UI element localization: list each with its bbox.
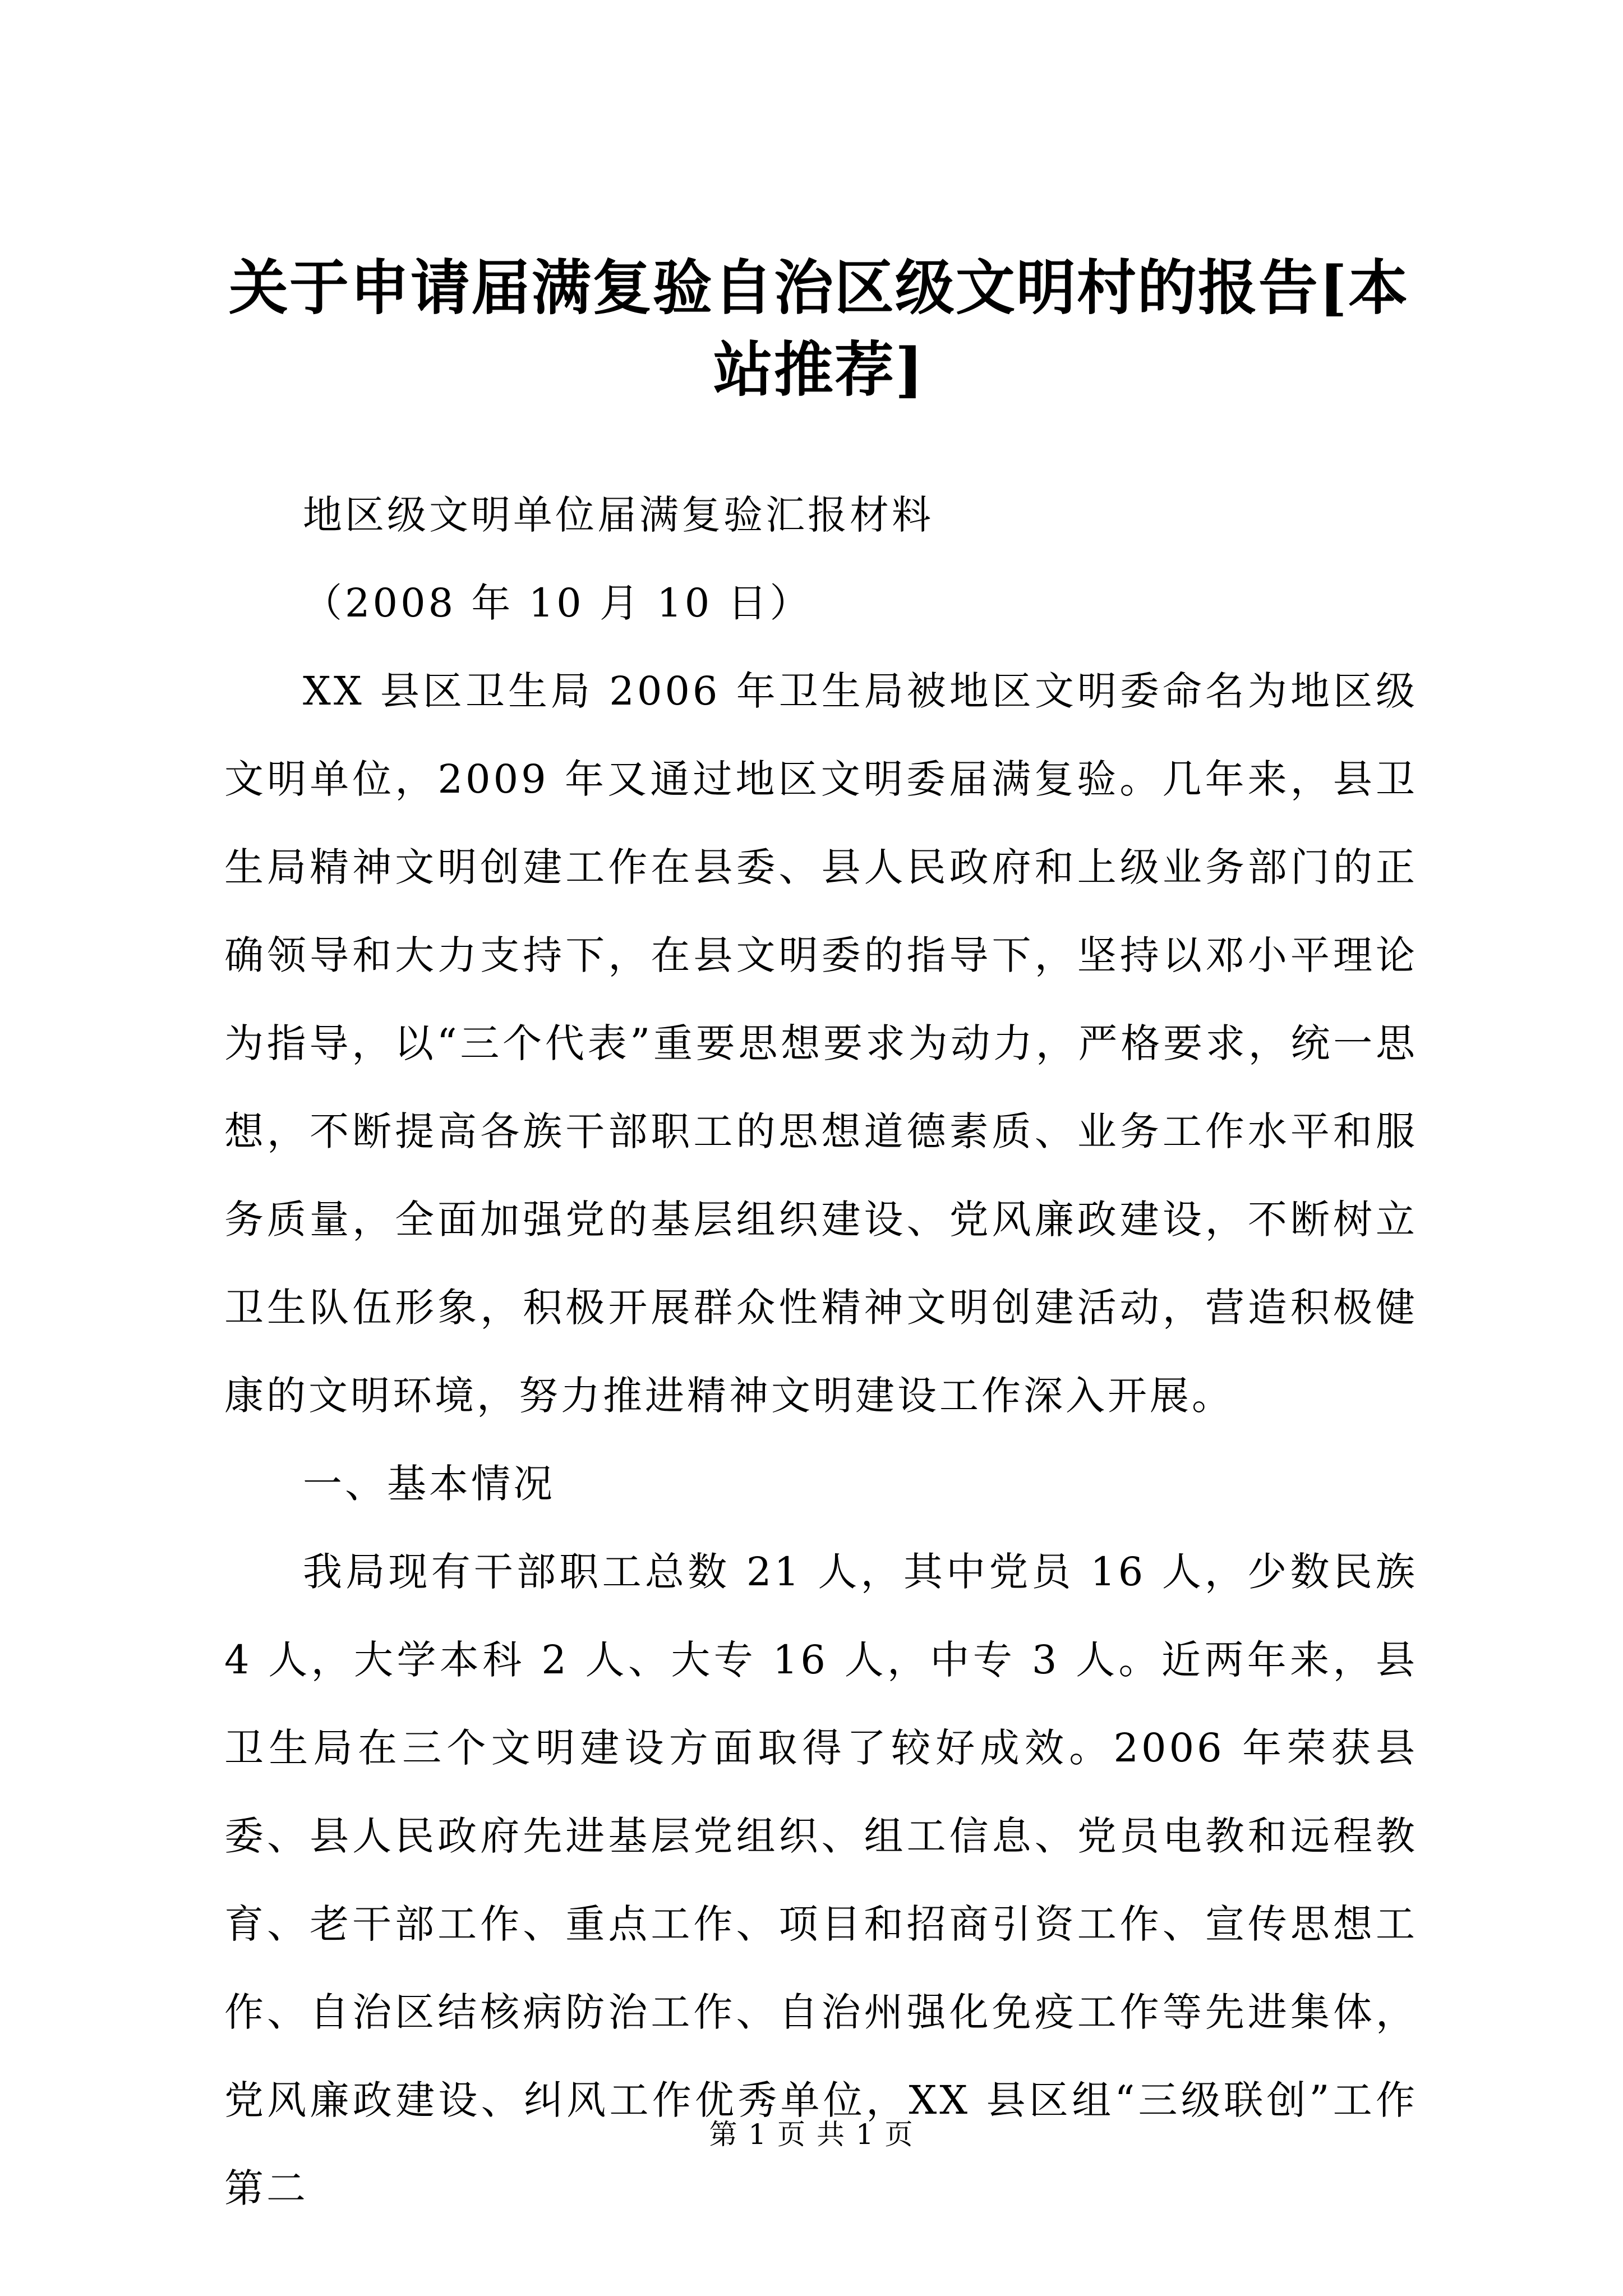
document-body: [224, 471, 1418, 2233]
basic-info-paragraph: 我局现有干部职工总数 21 人，其中党员 16 人，少数民族 4 人，大学本科 2 人、大专 16 人，中专 3 人。近两年来，县卫生局在三个文明建设方面取得了较好成效。2006 年荣获县委、县人民政府先进基层党组织、组工信息、党员电教和远程教育、老干部工作、重点工作、项目和招商引资工作、宣传思想工作、自治区结核病防治工作、自治州强化免疫工作等先进集体，党风廉政建设、纠风工作优秀单位，XX 县区组“三级联创”工作第二: [224, 1549, 1418, 2211]
page-footer: 第 1 页 共 1 页: [709, 2118, 914, 2151]
intro-paragraph: XX 县区卫生局 2006 年卫生局被地区文明委命名为地区级文明单位，2009 年又通过地区文明委届满复验。几年来，县卫生局精神文明创建工作在县委、县人民政府和上级业务部门的正确领导和大力支持下，在县文明委的指导下，坚持以邓小平理论为指导，以“三个代表”重要思想要求为动力，严格要求，统一思想，不断提高各族干部职工的思想道德素质、业务工作水平和服务质量，全面加强党的基层组织建设、党风廉政建设，不断树立卫生队伍形象，积极开展群众性精神文明创建活动，营造积极健康的文明环境，努力推进精神文明建设工作深入开展。: [224, 668, 1418, 1419]
document-title: 关于申请届满复验自治区级文明村的报告[本站推荐]: [228, 252, 1409, 404]
section-heading: 一、基本情况: [303, 1461, 555, 1507]
subtitle-paragraph: 地区级文明单位届满复验汇报材料: [303, 492, 934, 538]
date-paragraph: （2008 年 10 月 10 日）: [303, 580, 812, 626]
